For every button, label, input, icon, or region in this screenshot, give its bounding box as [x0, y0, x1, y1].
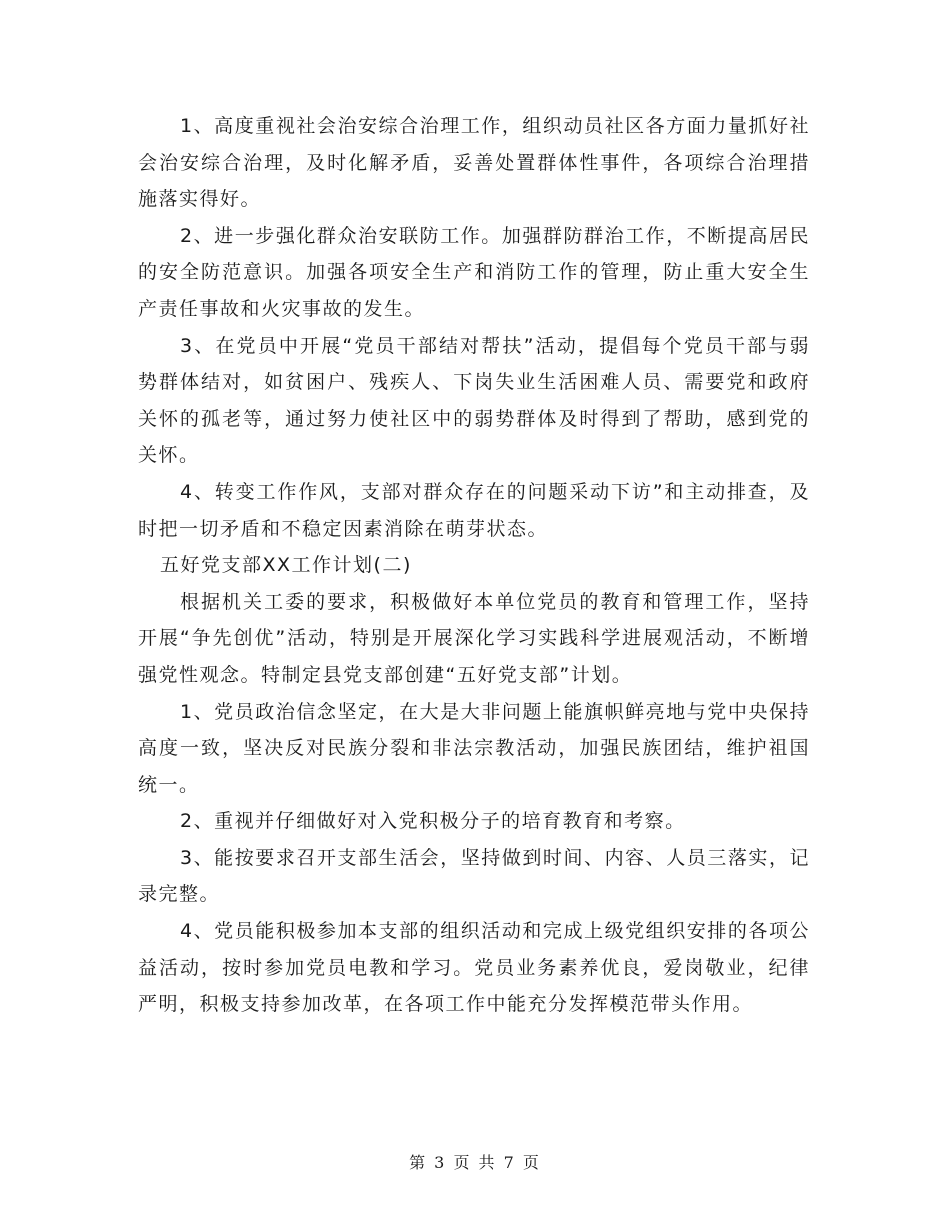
page-footer: 第 3 页 共 7 页 — [409, 1153, 541, 1172]
document-body — [138, 108, 810, 1023]
section-heading: 五好党支部XX工作计划(二) — [160, 554, 412, 577]
paragraph-3: 3、在党员中开展“党员干部结对帮扶”活动，提倡每个党员干部与弱势群体结对，如贫困户、残疾人、下岗失业生活困难人员、需要党和政府关怀的孤老等，通过努力使社区中的弱势群体及时得到了帮助，感到党的关怀。 — [138, 334, 810, 467]
paragraph-1: 1、高度重视社会治安综合治理工作，组织动员社区各方面力量抓好社会治安综合治理，及时化解矛盾，妥善处置群体性事件，各项综合治理措施落实得好。 — [138, 115, 810, 211]
paragraph-6: 1、党员政治信念坚定，在大是大非问题上能旗帜鲜亮地与党中央保持高度一致，坚决反对民族分裂和非法宗教活动，加强民族团结，维护祖国统一。 — [138, 700, 810, 796]
paragraph-5: 根据机关工委的要求，积极做好本单位党员的教育和管理工作，坚持开展“争先创优”活动，特别是开展深化学习实践科学进展观活动，不断增强党性观念。特制定县党支部创建“五好党支部”计划。 — [138, 590, 810, 686]
paragraph-4: 4、转变工作作风，支部对群众存在的问题采动下访”和主动排查，及时把一切矛盾和不稳定因素消除在萌芽状态。 — [138, 480, 810, 540]
paragraph-8: 3、能按要求召开支部生活会，坚持做到时间、内容、人员三落实，记录完整。 — [138, 846, 810, 906]
paragraph-2: 2、进一步强化群众治安联防工作。加强群防群治工作，不断提高居民的安全防范意识。加强各项安全生产和消防工作的管理，防止重大安全生产责任事故和火灾事故的发生。 — [138, 224, 810, 320]
paragraph-7: 2、重视并仔细做好对入党积极分子的培育教育和考察。 — [180, 810, 686, 833]
paragraph-9: 4、党员能积极参加本支部的组织活动和完成上级党组织安排的各项公益活动，按时参加党员电教和学习。党员业务素养优良，爱岗敬业，纪律严明，积极支持参加改革，在各项工作中能充分发挥模范带头作用。 — [138, 920, 810, 1016]
